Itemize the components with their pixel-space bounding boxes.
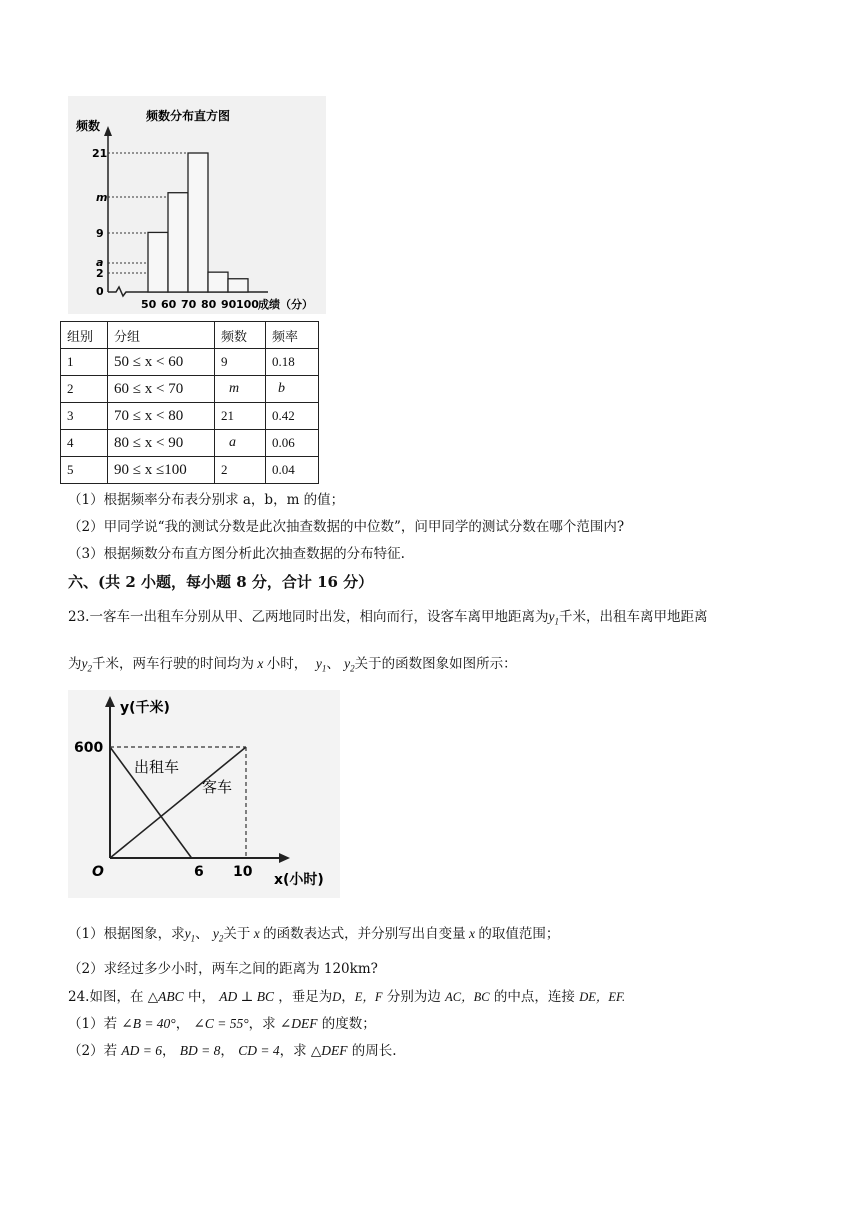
- x-symbol: x: [254, 656, 267, 671]
- x-tick-90: 90: [221, 298, 237, 311]
- y1-symbol: $y_1$: [315, 656, 327, 674]
- q24-text: 的周长.: [351, 1043, 397, 1059]
- q23-line2: [68, 655, 517, 678]
- table-cell: 0.18: [266, 349, 319, 376]
- table-row: [61, 430, 319, 457]
- angle-c: ∠C = 55°: [193, 1016, 249, 1031]
- table-cell: m: [215, 376, 266, 403]
- graph-y-600: 600: [74, 740, 104, 756]
- histogram-svg: [68, 96, 326, 314]
- table-cell: 50 ≤ x < 60: [108, 349, 215, 376]
- table-header-row: [61, 322, 319, 349]
- q24-text: 中，: [187, 989, 215, 1005]
- ad-value: AD = 6: [121, 1043, 162, 1058]
- q23-text: 为: [68, 656, 82, 672]
- y2-symbol: $y_2$: [212, 926, 224, 944]
- histogram-ylabel: 频数: [76, 119, 101, 133]
- q22-part2: （2）甲同学说“我的测试分数是此次抽查数据的中位数”，问甲同学的测试分数在哪个范围内?: [68, 519, 625, 535]
- frequency-table: [60, 321, 319, 484]
- q23-text: 23.一客车一出租车分别从甲、乙两地同时出发，相向而行，设客车离甲地距离为: [68, 609, 549, 625]
- y-tick-a: a: [96, 256, 104, 269]
- histogram-bar: [188, 153, 208, 292]
- q24-text: 的中点，连接: [493, 989, 575, 1005]
- table-cell: 21: [215, 403, 266, 430]
- graph-xlabel: x(小时): [274, 872, 324, 888]
- q24-text: ，: [175, 1016, 190, 1032]
- histogram-xlabel: 成绩（分）: [258, 298, 313, 311]
- y1-symbol: $y_1$: [184, 926, 196, 944]
- triangle-abc: △ABC: [147, 989, 184, 1004]
- q23-text: 千米，两车行驶的时间均为: [92, 656, 254, 672]
- points-ef: E，F: [354, 990, 383, 1004]
- histogram-bar: [148, 232, 168, 292]
- x-tick-80: 80: [201, 298, 217, 311]
- q24-text: ，: [162, 1043, 176, 1059]
- histogram-x-ticks: [141, 297, 313, 311]
- table-cell: 0.42: [266, 403, 319, 430]
- table-row: [61, 349, 319, 376]
- y-tick-21: 21: [92, 147, 108, 160]
- table-cell: 2: [215, 457, 266, 484]
- histogram-title: 频数分布直方图: [146, 109, 231, 123]
- section-six-heading: 六、(共 2 小题，每小题 8 分，合计 16 分）: [68, 573, 374, 591]
- table-row: [61, 457, 319, 484]
- q24-text: ，求: [279, 1043, 307, 1059]
- histogram-y-ticks: [92, 147, 107, 298]
- histogram-figure: [68, 96, 326, 314]
- histogram-bar: [168, 193, 188, 292]
- segments-de-ef: DE，EF.: [579, 990, 626, 1004]
- x-tick-60: 60: [161, 298, 177, 311]
- q24-text: 24.如图，在: [68, 989, 144, 1005]
- q23-text: 的函数表达式，并分别写出自变量: [263, 926, 466, 942]
- sides-ac-bc: AC，BC: [445, 990, 490, 1004]
- cd-value: CD = 4: [238, 1043, 280, 1058]
- q22-part1: （1）根据频率分布表分别求 a，b，m 的值；: [68, 492, 345, 508]
- triangle-def: △DEF: [310, 1043, 348, 1058]
- histogram-bars: [148, 153, 248, 292]
- histogram-bar: [228, 279, 248, 292]
- x-symbol: x: [465, 926, 479, 941]
- distance-time-graph: [68, 690, 340, 898]
- graph-origin: O: [92, 864, 104, 880]
- q24-line1: [68, 988, 625, 1006]
- q23-text: 关于: [223, 926, 251, 942]
- q23-text: 关于的函数图象如图所示：: [354, 656, 517, 672]
- table-row: [61, 403, 319, 430]
- q23-line1: [68, 608, 707, 631]
- table-header: 分组: [108, 322, 215, 349]
- x-tick-50: 50: [141, 298, 157, 311]
- graph-svg: [68, 690, 340, 898]
- y2-symbol: $y_2$: [81, 656, 92, 674]
- q23-text: （1）根据图象，求: [68, 926, 185, 942]
- q23-text: 、: [326, 656, 340, 672]
- table-cell: 2: [61, 376, 108, 403]
- table-header: 频率: [266, 322, 319, 349]
- angle-b: ∠B = 40°: [121, 1016, 176, 1031]
- q24-text: ，: [341, 989, 355, 1005]
- q24-text: ，: [220, 1043, 234, 1059]
- q24-text: （1）若: [68, 1016, 118, 1032]
- graph-ylabel: y(千米): [120, 700, 170, 716]
- graph-y-arrow: [105, 696, 115, 707]
- x-tick-100: 100: [236, 298, 259, 311]
- graph-taxi-label: 出租车: [134, 758, 180, 776]
- table-cell: 0.06: [266, 430, 319, 457]
- graph-bus-label: 客车: [202, 778, 233, 796]
- q23-text: 小时，: [266, 656, 308, 672]
- y1-symbol: $y_1$: [548, 609, 559, 627]
- table-cell: 70 ≤ x < 80: [108, 403, 215, 430]
- y-tick-m: m: [96, 191, 108, 204]
- y-tick-0: 0: [96, 285, 104, 298]
- q24-text: （2）若: [68, 1043, 118, 1059]
- table-cell: 0.04: [266, 457, 319, 484]
- table-cell: a: [215, 430, 266, 457]
- q23-part2: （2）求经过多少小时，两车之间的距离为 120km?: [68, 961, 378, 977]
- q22-part3: （3）根据频数分布直方图分析此次抽查数据的分布特征.: [68, 546, 405, 562]
- table-cell: 3: [61, 403, 108, 430]
- x-symbol: x: [250, 926, 264, 941]
- q24-text: 的度数；: [321, 1016, 376, 1032]
- q23-part1: [68, 925, 559, 948]
- q23-text: 千米，出租车离甲地距离: [558, 609, 708, 625]
- bd-value: BD = 8: [179, 1043, 221, 1058]
- graph-x-6: 6: [194, 864, 204, 880]
- q24-text: 分别为边: [386, 989, 441, 1005]
- graph-x-10: 10: [233, 864, 253, 880]
- q24-text: ，求: [248, 1016, 276, 1032]
- table-cell: 4: [61, 430, 108, 457]
- table-row: [61, 376, 319, 403]
- table-cell: 9: [215, 349, 266, 376]
- q24-part1: [68, 1015, 376, 1033]
- graph-x-arrow: [279, 853, 290, 863]
- table-cell: 80 ≤ x < 90: [108, 430, 215, 457]
- table-cell: b: [266, 376, 319, 403]
- ad-perp-bc: AD ⊥ BC: [219, 989, 274, 1004]
- table-cell: 5: [61, 457, 108, 484]
- table-header: 频数: [215, 322, 266, 349]
- q23-text: 、: [195, 926, 209, 942]
- q24-part2: [68, 1042, 397, 1060]
- angle-def: ∠DEF: [279, 1016, 318, 1031]
- histogram-bar: [208, 272, 228, 292]
- table-cell: 90 ≤ x ≤100: [108, 457, 215, 484]
- table-cell: 60 ≤ x < 70: [108, 376, 215, 403]
- q24-text: ，垂足为: [278, 989, 333, 1005]
- table-cell: 1: [61, 349, 108, 376]
- histogram-y-arrow: [104, 126, 112, 136]
- x-tick-70: 70: [181, 298, 197, 311]
- y-tick-2: 2: [96, 267, 104, 280]
- y-tick-9: 9: [96, 227, 104, 240]
- table-header: 组别: [61, 322, 108, 349]
- point-d: D: [332, 990, 342, 1004]
- q23-text: 的取值范围；: [478, 926, 560, 942]
- y2-symbol: $y_2$: [344, 656, 355, 674]
